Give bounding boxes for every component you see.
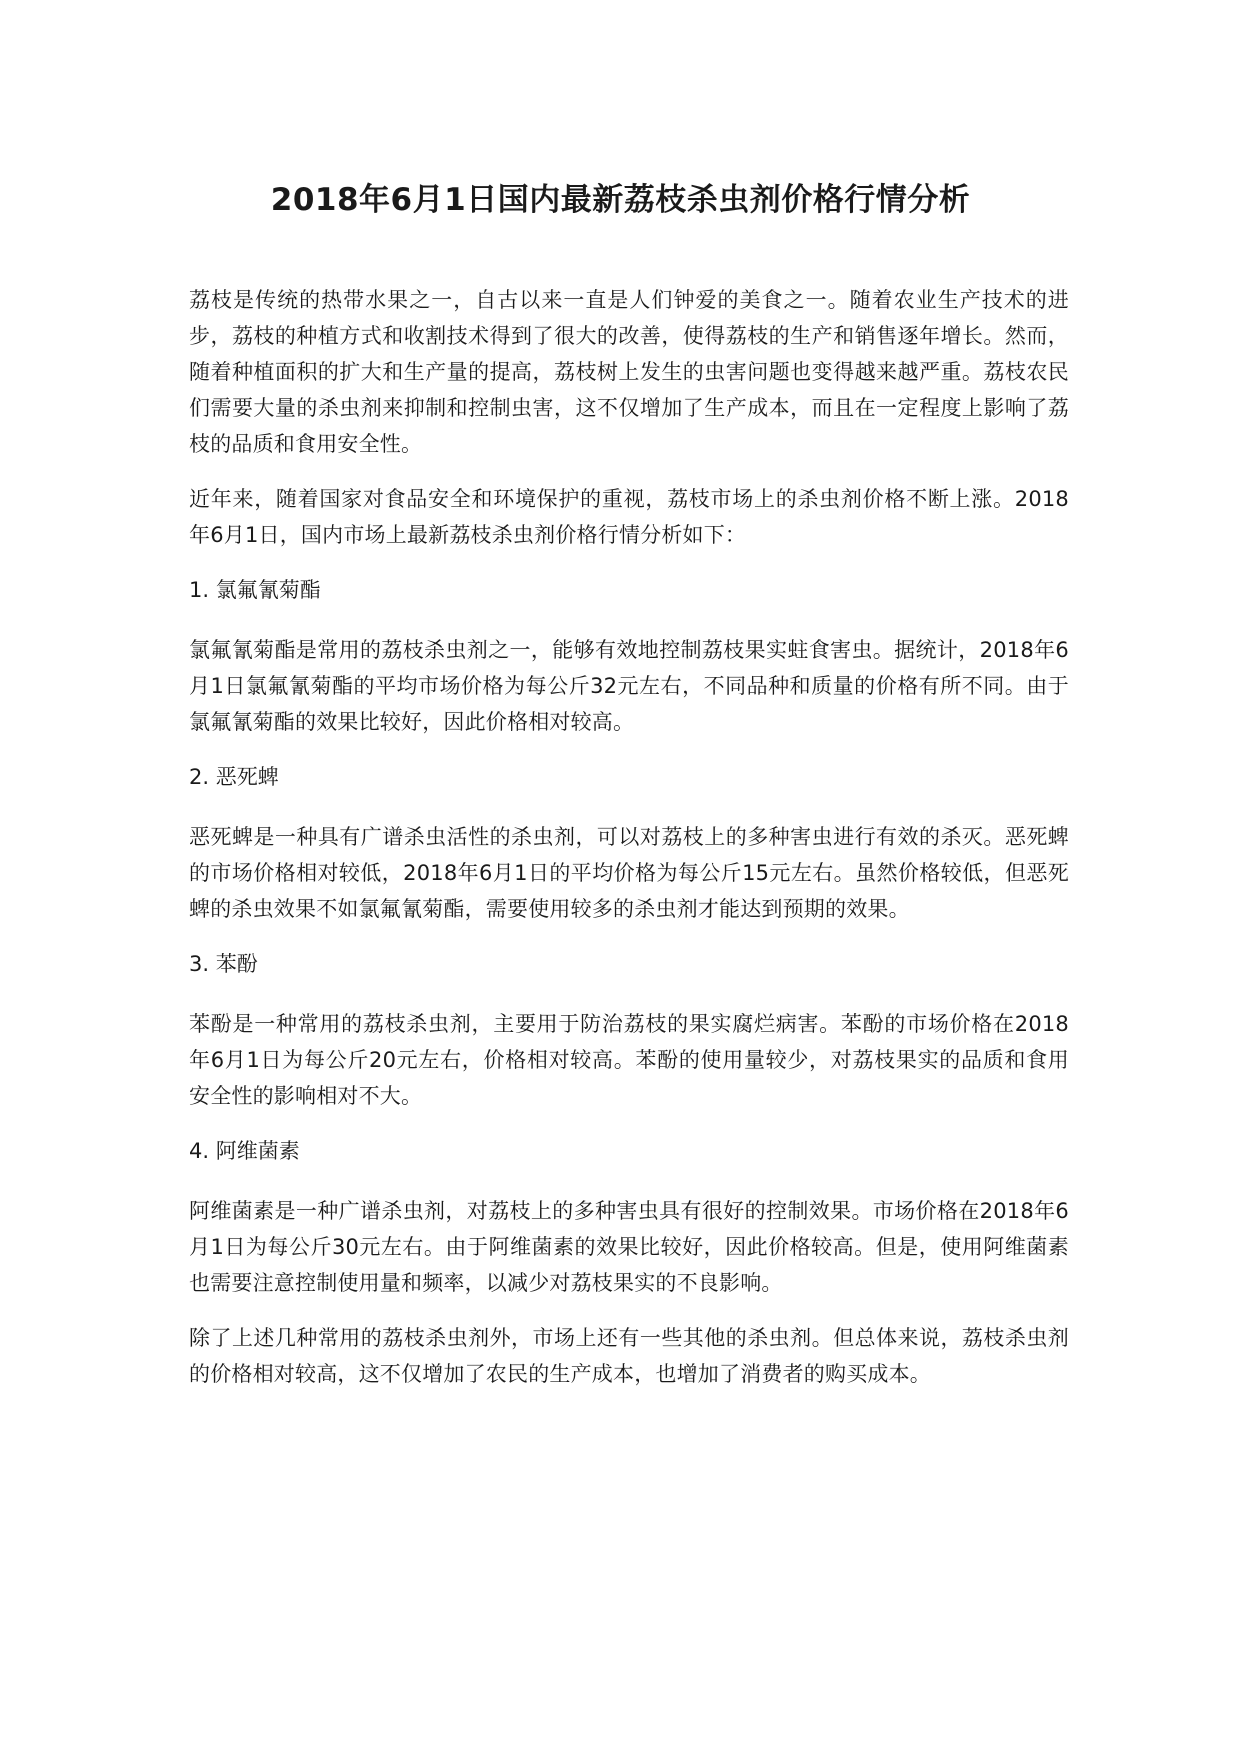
section-heading-1: 1. 氯氟氰菊酯 bbox=[189, 578, 321, 602]
section-paragraph-1: 氯氟氰菊酯是常用的荔枝杀虫剂之一，能够有效地控制荔枝果实蛀食害虫。据统计，2018年6月1日氯氟氰菊酯的平均市场价格为每公斤32元左右，不同品种和质量的价格有所不同。由于氯氟氰菊酯的效果比较好，因此价格相对较高。 bbox=[189, 638, 1069, 734]
document-body bbox=[189, 282, 1069, 1411]
intro-paragraph: 荔枝是传统的热带水果之一，自古以来一直是人们钟爱的美食之一。随着农业生产技术的进步，荔枝的种植方式和收割技术得到了很大的改善，使得荔枝的生产和销售逐年增长。然而，随着种植面积的扩大和生产量的提高，荔枝树上发生的虫害问题也变得越来越严重。荔枝农民们需要大量的杀虫剂来抑制和控制虫害，这不仅增加了生产成本，而且在一定程度上影响了荔枝的品质和食用安全性。 bbox=[189, 288, 1069, 456]
section-heading-4: 4. 阿维菌素 bbox=[189, 1139, 300, 1163]
conclusion-paragraph: 除了上述几种常用的荔枝杀虫剂外，市场上还有一些其他的杀虫剂。但总体来说，荔枝杀虫剂的价格相对较高，这不仅增加了农民的生产成本，也增加了消费者的购买成本。 bbox=[189, 1326, 1069, 1386]
section-paragraph-2: 恶死蜱是一种具有广谱杀虫活性的杀虫剂，可以对荔枝上的多种害虫进行有效的杀灭。恶死蜱的市场价格相对较低，2018年6月1日的平均价格为每公斤15元左右。虽然价格较低，但恶死蜱的杀虫效果不如氯氟氰菊酯，需要使用较多的杀虫剂才能达到预期的效果。 bbox=[189, 825, 1069, 921]
section-heading-3: 3. 苯酚 bbox=[189, 952, 258, 976]
section-paragraph-3: 苯酚是一种常用的荔枝杀虫剂，主要用于防治荔枝的果实腐烂病害。苯酚的市场价格在2018年6月1日为每公斤20元左右，价格相对较高。苯酚的使用量较少，对荔枝果实的品质和食用安全性的影响相对不大。 bbox=[189, 1012, 1069, 1108]
document-title: 2018年6月1日国内最新荔枝杀虫剂价格行情分析 bbox=[270, 182, 971, 218]
section-paragraph-4: 阿维菌素是一种广谱杀虫剂，对荔枝上的多种害虫具有很好的控制效果。市场价格在2018年6月1日为每公斤30元左右。由于阿维菌素的效果比较好，因此价格较高。但是，使用阿维菌素也需要注意控制使用量和频率，以减少对荔枝果实的不良影响。 bbox=[189, 1199, 1069, 1295]
section-heading-2: 2. 恶死蜱 bbox=[189, 765, 279, 789]
overview-paragraph: 近年来，随着国家对食品安全和环境保护的重视，荔枝市场上的杀虫剂价格不断上涨。2018年6月1日，国内市场上最新荔枝杀虫剂价格行情分析如下： bbox=[189, 487, 1069, 547]
